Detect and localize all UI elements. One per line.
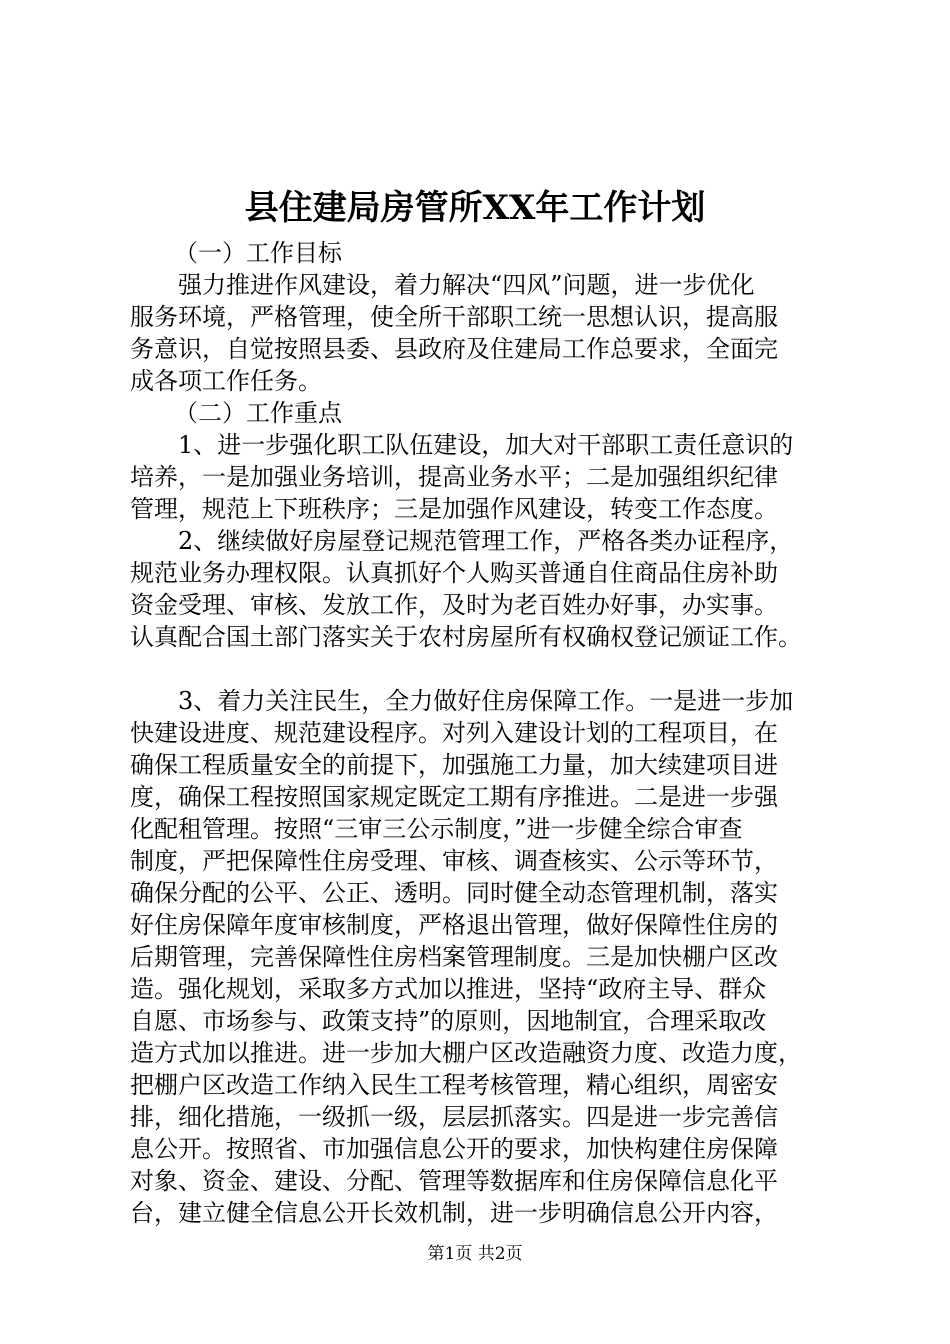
paragraph-line: 强力推进作风建设，着力解决“四风”问题，进一步优化 <box>178 271 755 299</box>
section-heading-goals: （一）工作目标 <box>174 239 342 267</box>
paragraph-line: 度，确保工程按照国家规定既定工期有序推进。二是进一步强 <box>130 783 778 811</box>
paragraph-line: 资金受理、审核、发放工作，及时为老百姓办好事，办实事。 <box>130 591 778 619</box>
document-body <box>130 237 850 1229</box>
paragraph-line: 息公开。按照省、市加强信息公开的要求，加快构建住房保障 <box>130 1135 778 1163</box>
page-number-footer: 第1页 共2页 <box>427 1244 523 1264</box>
paragraph-line: 制度，严把保障性住房受理、审核、调查核实、公示等环节， <box>130 847 778 875</box>
paragraph-line: 服务环境，严格管理，使全所干部职工统一思想认识，提高服 <box>130 303 778 331</box>
paragraph-line: 把棚户区改造工作纳入民生工程考核管理，精心组织，周密安 <box>130 1071 778 1099</box>
paragraph-line: 造方式加以推进。进一步加大棚户区改造融资力度、改造力度， <box>130 1039 802 1067</box>
paragraph-line: 后期管理，完善保障性住房档案管理制度。三是加快棚户区改 <box>130 943 778 971</box>
paragraph-line: 排，细化措施，一级抓一级，层层抓落实。四是进一步完善信 <box>130 1103 778 1131</box>
paragraph-line: 确保分配的公平、公正、透明。同时健全动态管理机制，落实 <box>130 879 778 907</box>
section-heading-priorities: （二）工作重点 <box>174 399 342 427</box>
paragraph-line: 好住房保障年度审核制度，严格退出管理，做好保障性住房的 <box>130 911 778 939</box>
paragraph-line: 2、继续做好房屋登记规范管理工作，严格各类办证程序， <box>178 527 794 555</box>
paragraph-line: 自愿、市场参与、政策支持”的原则，因地制宜，合理采取改 <box>130 1007 767 1035</box>
document-title: 县住建局房管所XX年工作计划 <box>244 188 706 228</box>
paragraph-line: 造。强化规划，采取多方式加以推进，坚持“政府主导、群众 <box>130 975 767 1003</box>
paragraph-line: 成各项工作任务。 <box>130 367 322 395</box>
paragraph-line: 对象、资金、建设、分配、管理等数据库和住房保障信息化平 <box>130 1167 778 1195</box>
paragraph-line: 管理，规范上下班秩序；三是加强作风建设，转变工作态度。 <box>130 495 778 523</box>
paragraph-line: 台，建立健全信息公开长效机制，进一步明确信息公开内容， <box>130 1199 778 1227</box>
paragraph-line: 3、着力关注民生，全力做好住房保障工作。一是进一步加 <box>178 687 794 715</box>
paragraph-line: 1、进一步强化职工队伍建设，加大对干部职工责任意识的 <box>178 431 794 459</box>
paragraph-line: 培养，一是加强业务培训，提高业务水平；二是加强组织纪律 <box>130 463 778 491</box>
blank-line <box>130 653 850 685</box>
paragraph-line: 快建设进度、规范建设程序。对列入建设计划的工程项目，在 <box>130 719 778 747</box>
paragraph-line: 规范业务办理权限。认真抓好个人购买普通自住商品住房补助 <box>130 559 778 587</box>
paragraph-line: 确保工程质量安全的前提下，加强施工力量，加大续建项目进 <box>130 751 778 779</box>
paragraph-line: 认真配合国土部门落实关于农村房屋所有权确权登记颁证工作。 <box>130 623 802 651</box>
paragraph-line: 务意识，自觉按照县委、县政府及住建局工作总要求，全面完 <box>130 335 778 363</box>
paragraph-line: 化配租管理。按照“三审三公示制度，”进一步健全综合审查 <box>130 815 743 843</box>
